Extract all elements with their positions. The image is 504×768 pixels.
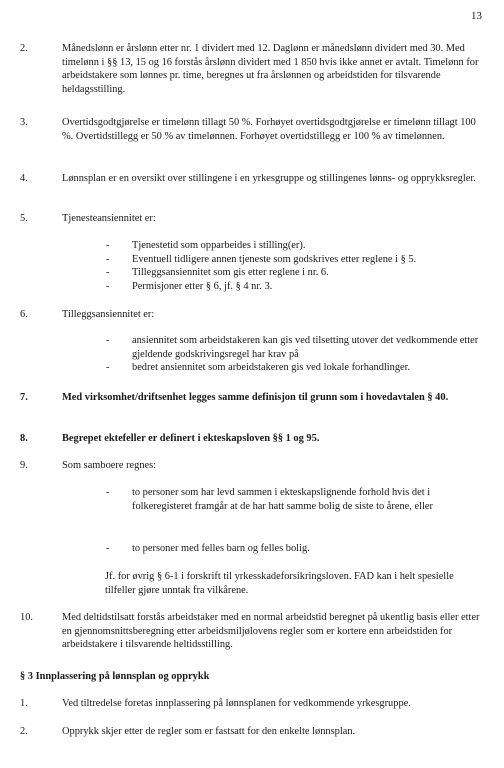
item-text: Opprykk skjer etter de regler som er fastsatt for den enkelte lønnsplan. (62, 726, 356, 737)
bullet-text: Tilleggsansiennitet som gis etter reglene i nr. 6. (132, 267, 329, 279)
item-text: Lønnsplan er en oversikt over stillingene i en yrkesgruppe og stillingenes lønns- og opprykksregler. (62, 173, 476, 184)
bullet-item (106, 334, 482, 361)
bullet-item (106, 486, 482, 513)
bullet-text: Permisjoner etter § 6, jf. § 4 nr. 3. (132, 280, 273, 292)
item-number: 4. (20, 173, 28, 184)
item-number: 3. (20, 117, 28, 128)
list-item (20, 212, 482, 226)
item-text: Begrepet ektefeller er definert i ekteskapsloven §§ 1 og 95. (62, 433, 320, 444)
list-item (20, 42, 482, 96)
bullet-text: to personer med felles barn og felles bolig. (132, 543, 310, 554)
item-number: 2. (20, 726, 28, 737)
item-number: 6. (20, 309, 28, 320)
item-number: 1. (20, 698, 28, 709)
list-item (20, 725, 482, 739)
dash-bullet: - (106, 487, 110, 498)
bullet-item (106, 361, 482, 375)
dash-bullet: - (106, 267, 110, 279)
section-heading: § 3 Innplassering på lønnsplan og opprykk (20, 671, 210, 682)
dash-bullet: - (106, 253, 110, 265)
note-text: Jf. for øvrig § 6-1 i forskrift til yrkesskadeforsikringsloven. FAD kan i helt spesielle tilfeller gjøre unntak fra vilkårene. (105, 571, 454, 596)
item-number: 10. (20, 612, 33, 623)
bullet-text: ansiennitet som arbeidstakeren kan gis ved tilsetting utover det vedkommende etter gjeldende godskrivingsregel har krav på (132, 335, 479, 360)
dash-bullet: - (106, 362, 110, 374)
dash-bullet: - (106, 240, 110, 251)
list-item (20, 697, 482, 711)
bullet-list (20, 239, 482, 293)
item-text: Tjenesteansiennitet er: (62, 213, 156, 224)
item-number: 9. (20, 460, 28, 471)
item-text: Overtidsgodtgjørelse er timelønn tillagt 50 %. Forhøyet overtidsgodtgjørelse er timelønn tillagt 100 %. Overtidstillegg er 50 % av timelønnen. Forhøyet overtidstillegg er 100 % av timelønnen. (62, 117, 476, 142)
list-item (20, 432, 482, 446)
item-number: 2. (20, 43, 28, 54)
bullet-text: bedret ansiennitet som arbeidstakeren gis ved lokale forhandlinger. (132, 362, 411, 374)
list-item (20, 308, 482, 322)
bullet-list (20, 334, 482, 375)
item-number: 7. (20, 392, 28, 403)
dash-bullet: - (106, 335, 110, 346)
bullet-item (106, 253, 482, 267)
bullet-item (106, 266, 482, 280)
list-item (20, 391, 482, 405)
bullet-list (20, 486, 482, 513)
item-text: Som samboere regnes: (62, 460, 157, 471)
bullet-list (20, 542, 482, 556)
bullet-item (106, 542, 482, 556)
dash-bullet: - (106, 280, 110, 292)
dash-bullet: - (106, 543, 110, 554)
item-text: Månedslønn er årslønn etter nr. 1 dividert med 12. Daglønn er månedslønn dividert med 30. Med timelønn i §§ 13, 15 og 16 forstås årslønn dividert med 1 850 hvis ikke annet er avtalt. Timelønn for arbeidstakere som lønnes pr. time, beregnes ut fra årslønnen og arbeidstiden for tilsvarende heldagsstilling. (62, 43, 479, 95)
item-text: Med deltidstilsatt forstås arbeidstaker med en normal arbeidstid beregnet på ukentlig basis eller etter en gjennomsnittsberegning etter arbeidsmiljølovens regler som er kortere enn arbeidstiden for arbeidstakere i tilsvarende heltidsstilling. (62, 612, 480, 651)
item-number: 5. (20, 213, 28, 224)
bullet-item (106, 239, 482, 253)
list-item (20, 116, 482, 143)
item-number: 8. (20, 433, 28, 444)
bullet-text: Tjenestetid som opparbeides i stilling(er). (132, 240, 306, 251)
bullet-text: to personer som har levd sammen i ekteskapslignende forhold hvis det i folkeregisteret framgår at de har hatt samme bolig de siste to årene, eller (132, 487, 433, 512)
item-text: Tilleggsansiennitet er: (62, 309, 155, 320)
list-item (20, 172, 482, 186)
bullet-item (106, 280, 482, 294)
item-text: Med virksomhet/driftsenhet legges samme definisjon til grunn som i hovedavtalen § 40. (62, 392, 449, 403)
page-number: 13 (471, 10, 482, 22)
bullet-text: Eventuell tidligere annen tjeneste som godskrives etter reglene i § 5. (132, 253, 417, 265)
list-item (20, 611, 482, 652)
list-item (20, 459, 482, 473)
item-text: Ved tiltredelse foretas innplassering på lønnsplanen for vedkommende yrkesgruppe. (62, 698, 411, 709)
note-paragraph (20, 570, 482, 597)
